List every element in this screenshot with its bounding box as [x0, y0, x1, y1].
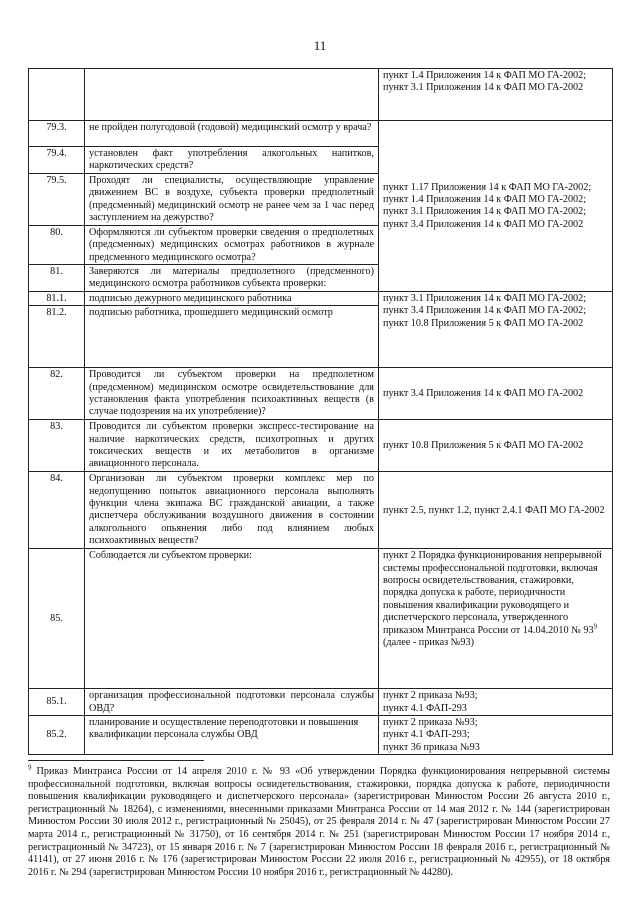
table-row	[29, 549, 613, 689]
footnote-divider	[28, 760, 204, 761]
table-row	[29, 716, 613, 755]
legal-reference: пункт 1.17 Приложения 14 к ФАП МО ГА-2002; пункт 1.4 Приложения 14 к ФАП МО ГА-2002; пункт 3.1 Приложения 14 к ФАП МО ГА-2002; пункт 3.4 Приложения 14 к ФАП МО ГА-2002	[379, 121, 613, 292]
question-text: Организован ли субъектом проверки комплекс мер по недопущению попыток авиационного персонала выполнять функции члена экипажа ВС гражданской авиации, а также диспетчера обслуживания воздушного движения в состоянии алкогольного опьянения либо под влиянием любых психоактивных веществ?	[85, 472, 379, 549]
row-number: 79.4.	[29, 147, 85, 174]
table-row	[29, 472, 613, 549]
legal-reference: пункт 3.1 Приложения 14 к ФАП МО ГА-2002; пункт 3.4 Приложения 14 к ФАП МО ГА-2002; пункт 10.8 Приложения 5 к ФАП МО ГА-2002	[379, 291, 613, 367]
question-text: установлен факт употребления алкогольных напитков, наркотических средств?	[85, 147, 379, 174]
table-row	[29, 368, 613, 420]
table-row	[29, 689, 613, 716]
row-number: 82.	[29, 368, 85, 420]
row-number: 81.	[29, 265, 85, 292]
page-number: 11	[313, 38, 327, 53]
question-text: не пройден полугодовой (годовой) медицинский осмотр у врача?	[85, 121, 379, 147]
legal-reference: пункт 2 приказа №93; пункт 4.1 ФАП-293	[379, 689, 613, 716]
question-text: Заверяются ли материалы предполетного (предсменного) медицинского осмотра работников субъекта проверки:	[85, 265, 379, 292]
question-text: Проводится ли субъектом проверки на предполетном (предсменном) медицинском осмотре освидетельствование для установления факта употребления психоактивных веществ (в случае подозрения на их употребление)?	[85, 368, 379, 420]
table-row	[29, 121, 613, 147]
footnote-mark: 9	[28, 763, 32, 772]
question-text: организация профессиональной подготовки персонала службы ОВД?	[85, 689, 379, 716]
legal-reference: пункт 3.4 Приложения 14 к ФАП МО ГА-2002	[379, 368, 613, 420]
table-row	[29, 420, 613, 472]
question-text: Оформляются ли субъектом проверки сведения о предполетных (предсменных) медицинских осмотрах работников в журнале предсменного медицинского осмотра?	[85, 225, 379, 264]
row-number: 83.	[29, 420, 85, 472]
row-number: 79.5.	[29, 173, 85, 225]
row-number: 85.	[29, 549, 85, 689]
question-text: Проводится ли субъектом проверки экспресс-тестирование на наличие наркотических средств, психотропных и других токсических веществ и их метаболитов в организме авиационного персонала.	[85, 420, 379, 472]
row-number: 81.1.	[29, 291, 85, 305]
table-row	[29, 69, 613, 121]
question-text: Проходят ли специалисты, осуществляющие управление движением ВС в воздухе, субъекта проверки предполетный (предсменный) медицинский осмотр не ранее чем за 1 час перед заступлением на дежурство?	[85, 173, 379, 225]
row-number: 80.	[29, 225, 85, 264]
question-text: подписью дежурного медицинского работника	[85, 291, 379, 305]
table-row	[29, 291, 613, 305]
row-number: 79.3.	[29, 121, 85, 147]
checklist-table	[28, 68, 613, 755]
question-text: Соблюдается ли субъектом проверки:	[85, 549, 379, 689]
row-number: 84.	[29, 472, 85, 549]
footnote-mark: 9	[593, 622, 598, 631]
row-number: 81.2.	[29, 306, 85, 368]
question-text: подписью работника, прошедшего медицинский осмотр	[85, 306, 379, 368]
footnote-text: Приказ Минтранса России от 14 апреля 2010 г. № 93 «Об утверждении Порядка функционирования непрерывной системы профессиональной подготовки, включая вопросы освидетельствования, стажировки, порядка допуска к работе, периодичности повышения квалификации руководящего и диспетчерского персонала» (зарегистрирован Минюстом России 26 августа 2010 г., регистрационный № 18264), с изменениями, внесенными приказами Минтранса России от 14 мая 2012 г. № 144 (зарегистрирован Минюстом России 30 июля 2012 г., регистрационный № 25045), от 25 февраля 2014 г. № 47 (зарегистрирован Минюстом России 27 марта 2014 г., регистрационный № 31750), от 16 сентября 2014 г. № 251 (зарегистрирован Минюстом России 17 ноября 2014 г., регистрационный № 34723), от 15 января 2016 г. № 7 (зарегистрирован Минюстом России 18 февраля 2016 г., регистрационный № 41141), от 27 июня 2016 г. № 176 (зарегистрирован Минюстом России 22 июля 2016 г., регистрационный № 42955), от 18 октября 2016 г. № 294 (зарегистрирован Минюстом России 10 ноября 2016 г., регистрационный № 44280).	[28, 766, 610, 878]
question-text: планирование и осуществление переподготовки и повышения квалификации персонала службы ОВД	[85, 716, 379, 755]
legal-reference: пункт 10.8 Приложения 5 к ФАП МО ГА-2002	[379, 420, 613, 472]
legal-reference: пункт 2 приказа №93; пункт 4.1 ФАП-293; пункт 36 приказа №93	[379, 716, 613, 755]
legal-reference: пункт 2.5, пункт 1.2, пункт 2.4.1 ФАП МО ГА-2002	[379, 472, 613, 549]
legal-reference: пункт 2 Порядка функционирования непрерывной системы профессиональной подготовки, включая вопросы освидетельствования, стажировки, порядка допуска к работе, периодичности повышения квалификации руководящего и диспетчерского персонала, утвержденного приказом Минтранса России от 14.04.2010 № $93^9$ (далее - приказ №93)	[379, 549, 613, 689]
legal-reference: пункт 1.4 Приложения 14 к ФАП МО ГА-2002; пункт 3.1 Приложения 14 к ФАП МО ГА-2002	[379, 69, 613, 121]
footnote	[28, 763, 610, 879]
row-number: 85.2.	[29, 716, 85, 755]
row-number: 85.1.	[29, 689, 85, 716]
